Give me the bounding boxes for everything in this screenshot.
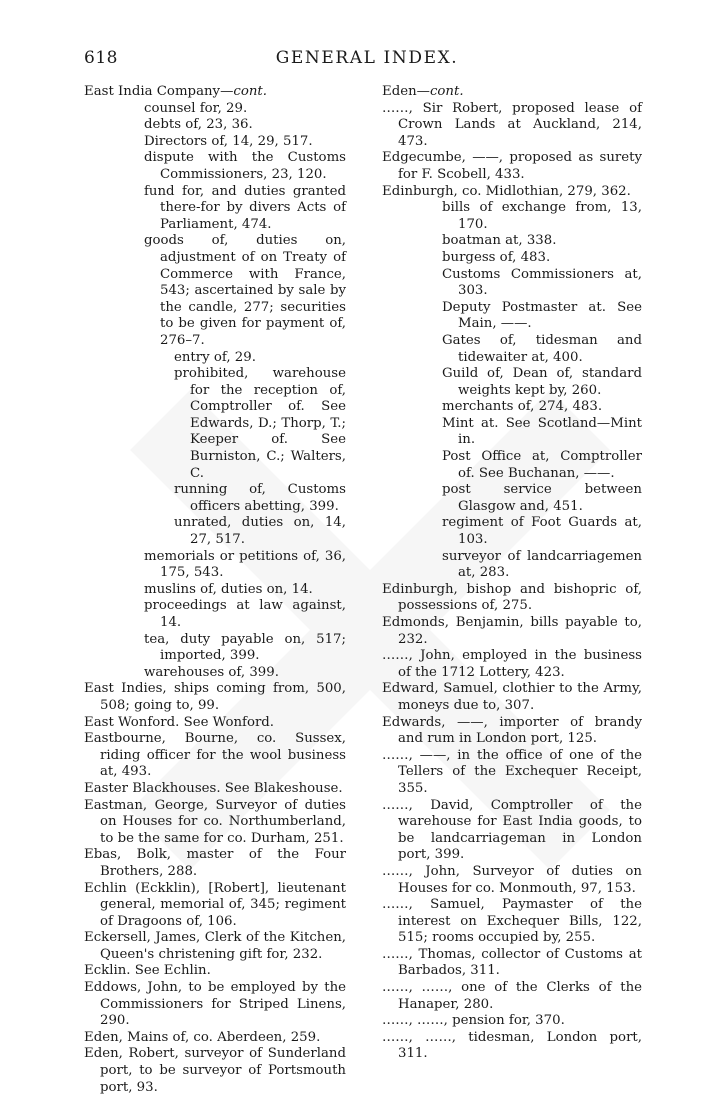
index-subentry (382, 399, 642, 416)
page-number: 618 (84, 48, 118, 68)
entry-text: Ecklin. See Echlin. (84, 963, 211, 979)
index-subentry (382, 416, 642, 449)
index-subentry (84, 134, 346, 151)
index-entry (382, 980, 642, 1013)
index-subentry (382, 200, 642, 233)
entry-text: Gates of, tidesman and tidewaiter at, 400. (442, 332, 642, 365)
index-entry (382, 798, 642, 864)
entry-text: ……, ……, pension for, 370. (382, 1013, 565, 1029)
entry-text: memorials or petitions of, 36, 175, 543. (144, 548, 346, 581)
index-subentry (382, 250, 642, 267)
entry-text: Eden, Mains of, co. Aberdeen, 259. (84, 1029, 321, 1045)
entry-continued-label: cont. (429, 84, 464, 99)
index-entry (84, 881, 346, 931)
entry-text: Directors of, 14, 29, 517. (144, 133, 313, 149)
entry-text: Eden, Robert, surveyor of Sunderland port, to be surveyor of Portsmouth port, 93. (84, 1046, 346, 1095)
entry-text: Edward, Samuel, clothier to the Army, moneys due to, 307. (382, 681, 642, 713)
entry-text: merchants of, 274, 483. (442, 399, 603, 415)
index-entry (382, 715, 642, 748)
index-subentry (382, 333, 642, 366)
entry-text: debts of, 23, 36. (144, 117, 253, 133)
entry-text: Eastbourne, Bourne, co. Sussex, riding officer for the wool business at, 493. (84, 731, 346, 780)
index-entry (84, 930, 346, 963)
entry-text: Eckersell, James, Clerk of the Kitchen, Queen's christening gift for, 232. (84, 930, 346, 962)
entry-text: Edmonds, Benjamin, bills payable to, 232. (382, 615, 642, 647)
entry-text: East Wonford. See Wonford. (84, 714, 275, 730)
index-entry (382, 947, 642, 980)
index-entry (382, 101, 642, 151)
index-entry (84, 781, 346, 798)
entry-text: East Indies, ships coming from, 500, 508; going to, 99. (84, 681, 346, 713)
entry-text: Edinburgh, bishop and bishopric of, possessions of, 275. (382, 581, 642, 614)
index-entry (84, 980, 346, 1030)
entry-text: Edgecumbe, ——, proposed as surety for F. Scobell, 433. (382, 150, 642, 182)
entry-text: Deputy Postmaster at. See Main, ——. (442, 299, 642, 332)
index-entry (382, 184, 642, 201)
index-subentry (84, 350, 346, 367)
index-entry (382, 897, 642, 947)
entry-text: dispute with the Customs Commissioners, 23, 120. (144, 150, 346, 182)
index-subentry (84, 482, 346, 515)
index-entry (382, 864, 642, 897)
index-entry (382, 84, 642, 101)
entry-text: warehouses of, 399. (144, 664, 279, 680)
index-subentry (382, 549, 642, 582)
index-subentry (382, 233, 642, 250)
index-entry (84, 84, 346, 101)
entry-text: regiment of Foot Guards at, 103. (442, 515, 642, 548)
index-subentry (382, 449, 642, 482)
index-entry (382, 748, 642, 798)
entry-text: burgess of, 483. (442, 249, 551, 265)
index-subentry (382, 300, 642, 333)
index-subentry (84, 665, 346, 682)
entry-text: Ebas, Bolk, master of the Four Brothers, 288. (84, 847, 346, 879)
index-column-right (382, 84, 642, 1063)
entry-text: Easter Blackhouses. See Blakeshouse. (84, 780, 343, 796)
entry-text: ……, ……, tidesman, London port, 311. (382, 1029, 642, 1062)
entry-continued-label: cont. (233, 84, 267, 99)
index-subentry (382, 515, 642, 548)
index-subentry (382, 366, 642, 399)
entry-text: Eddows, John, to be employed by the Commissioners for Striped Linens, 290. (84, 980, 346, 1029)
page-title: GENERAL INDEX. (275, 48, 459, 68)
entry-text: goods of, duties on, adjustment of on Treaty of Commerce with France, 543; ascertained by sale by the candle, 277; securities to be given for payment of, 276–7. (144, 233, 346, 348)
index-entry (382, 681, 642, 714)
index-subentry (84, 184, 346, 234)
entry-text: ……, ……, one of the Clerks of the Hanaper, 280. (382, 980, 642, 1012)
index-subentry (84, 366, 346, 482)
entry-text: Post Office at, Comptroller of. See Buchanan, ——. (442, 449, 642, 481)
entry-text: Eden— (382, 84, 430, 99)
entry-text: prohibited, warehouse for the reception of, Comptroller of. See Edwards, D.; Thorp, T.; Keeper of. See Burniston, C.; Walters, C. (174, 366, 346, 481)
index-entry (84, 1046, 346, 1096)
entry-text: ……, David, Comptroller of the warehouse for East India goods, to be landcarriageman in London port, 399. (382, 797, 642, 863)
index-entry (382, 1030, 642, 1063)
entry-text: entry of, 29. (174, 349, 256, 365)
index-entry (84, 681, 346, 714)
index-subentry (84, 549, 346, 582)
index-entry (382, 1013, 642, 1030)
entry-text: ……, Thomas, collector of Customs at Barbados, 311. (382, 946, 642, 979)
index-entry (84, 731, 346, 781)
entry-text: Guild of, Dean of, standard weights kept by, 260. (442, 366, 642, 398)
index-subentry (84, 233, 346, 349)
entry-text: fund for, and duties granted there-for by divers Acts of Parliament, 474. (144, 183, 346, 232)
entry-text: proceedings at law against, 14. (144, 598, 346, 630)
entry-text: East India Company— (84, 84, 234, 99)
entry-text: ……, ——, in the office of one of the Tellers of the Exchequer Receipt, 355. (382, 747, 642, 796)
index-subentry (84, 632, 346, 665)
index-subentry (84, 515, 346, 548)
page-header (84, 48, 650, 72)
index-subentry (84, 598, 346, 631)
index-entry (84, 847, 346, 880)
index-column-left (84, 84, 346, 1096)
entry-text: Eastman, George, Surveyor of duties on Houses for co. Northumberland, to be the same for co. Durham, 251. (84, 797, 346, 846)
entry-text: Edwards, ——, importer of brandy and rum in London port, 125. (382, 714, 642, 747)
entry-text: surveyor of landcarriagemen at, 283. (442, 548, 642, 581)
index-entry (84, 715, 346, 732)
entry-text: tea, duty payable on, 517; imported, 399. (144, 631, 346, 664)
index-entry (382, 648, 642, 681)
entry-text: boatman at, 338. (442, 233, 557, 249)
index-subentry (84, 101, 346, 118)
entry-text: ……, John, Surveyor of duties on Houses for co. Monmouth, 97, 153. (382, 863, 642, 896)
index-entry (382, 615, 642, 648)
entry-text: Edinburgh, co. Midlothian, 279, 362. (382, 183, 631, 199)
entry-text: muslins of, duties on, 14. (144, 581, 313, 597)
entry-text: ……, Sir Robert, proposed lease of Crown Lands at Auckland, 214, 473. (382, 100, 642, 149)
entry-text: bills of exchange from, 13, 170. (442, 200, 642, 232)
entry-text: Echlin (Eckklin), [Robert], lieutenant general, memorial of, 345; regiment of Dragoons of, 106. (84, 880, 346, 929)
index-entry (382, 150, 642, 183)
entry-text: counsel for, 29. (144, 100, 248, 116)
index-subentry (382, 267, 642, 300)
entry-text: post service between Glasgow and, 451. (442, 482, 642, 514)
entry-text: ……, John, employed in the business of the 1712 Lottery, 423. (382, 648, 642, 680)
index-entry (382, 582, 642, 615)
entry-text: Mint at. See Scotland—Mint in. (442, 415, 642, 448)
index-subentry (382, 482, 642, 515)
entry-text: ……, Samuel, Paymaster of the interest on Exchequer Bills, 122, 515; rooms occupied by, 255. (382, 897, 642, 946)
index-subentry (84, 582, 346, 599)
entry-text: running of, Customs officers abetting, 399. (174, 482, 346, 514)
entry-text: unrated, duties on, 14, 27, 517. (174, 515, 346, 548)
index-entry (84, 798, 346, 848)
index-subentry (84, 150, 346, 183)
index-subentry (84, 117, 346, 134)
entry-text: Customs Commissioners at, 303. (442, 266, 642, 299)
index-entry (84, 963, 346, 980)
index-entry (84, 1030, 346, 1047)
